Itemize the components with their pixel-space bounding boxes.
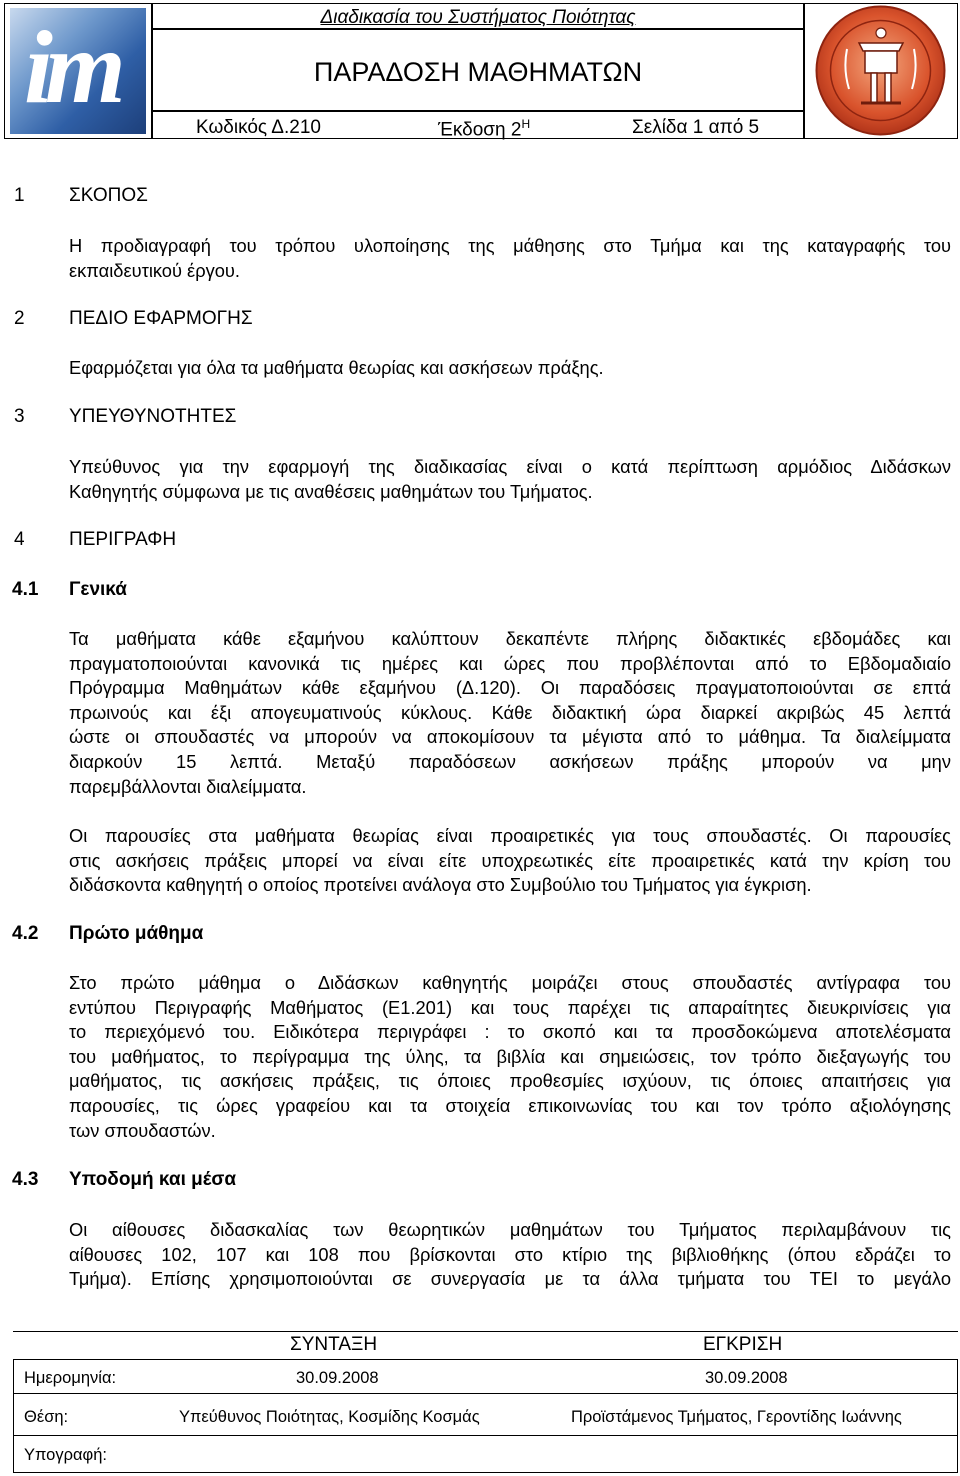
section-2-title: ΠΕΔΙΟ ΕΦΑΡΜΟΓΗΣ — [69, 308, 253, 329]
section-3-title: ΥΠΕΥΘΥΝΟΤΗΤΕΣ — [69, 406, 237, 427]
date-label: Ημερομηνία: — [24, 1369, 117, 1387]
seal-cell — [804, 3, 958, 139]
section-1-title: ΣΚΟΠΟΣ — [69, 185, 148, 206]
table-rule — [13, 1359, 14, 1472]
page-number: Σελίδα 1 από 5 — [632, 117, 760, 138]
section-4-2-number: 4.2 — [12, 923, 39, 944]
logo-cell — [4, 3, 152, 139]
text-line: Στο πρώτο μάθημα ο Διδάσκων καθηγητής μοιράζει στους σπουδαστές αντίγραφα του — [69, 972, 951, 993]
table-rule — [13, 1331, 958, 1332]
text-line: Οι αίθουσες διδασκαλίας των θεωρητικών μαθημάτων του Τμήματος περιλαμβάνουν τις — [69, 1219, 951, 1240]
approve-header: ΕΓΚΡΙΣΗ — [703, 1334, 783, 1355]
text-line: Η προδιαγραφή του τρόπου υλοποίησης της μάθησης στο Τμήμα και της καταγραφής του — [69, 235, 951, 256]
text-line: πραγματοποιούνται κανονικά τις ημέρες και ώρες που προβλέπονται από το Εβδομαδιαίο — [69, 652, 951, 674]
section-4-2-title: Πρώτο μάθημα — [69, 923, 204, 944]
philip-seal-icon — [815, 5, 946, 136]
text-line: Τα μαθήματα κάθε εξαμήνου καλύπτουν δεκαπέντε πλήρης διδακτικές εβδομάδες και — [69, 628, 951, 649]
section-4-1-paragraph-2 — [69, 824, 951, 898]
text-line: διαρκούν 15 λεπτά. Μεταξύ παραδόσεων ασκήσεων πράξης μπορούν να μην — [69, 750, 951, 772]
logo-text: im — [24, 10, 118, 125]
text-line: Οι παρουσίες στα μαθήματα θεωρίας είναι προαιρετικές για τους σπουδαστές. Οι παρουσίες — [69, 825, 951, 846]
text-line: το περιεχόμενό του. Ειδικότερα περιγράφει : το σκοπό και τα προσδοκώμενα αποτελέσματα — [69, 1021, 951, 1043]
text-line: πρωινούς και έξι απογευματινούς κύκλους. Κάθε διδακτική ώρα διαρκεί ακριβώς 45 λεπτά — [69, 701, 951, 723]
section-4-3-paragraph — [69, 1218, 951, 1292]
text-line: Υπεύθυνος για την εφαρμογή της διαδικασίας είναι ο κατά περίπτωση αρμόδιος Διδάσκων — [69, 456, 951, 477]
text-line: παρεμβάλλονται διαλείμματα. — [69, 775, 307, 797]
approval-table — [13, 1331, 958, 1473]
section-4-3-title: Υποδομή και μέσα — [69, 1169, 237, 1190]
title-cell — [152, 29, 804, 111]
text-line: διδάσκοντα καθηγητή ο οποίος προτείνει ανάλογα στο Συμβούλιο του Τμήματος για έγκριση. — [69, 874, 812, 896]
table-rule — [13, 1359, 958, 1360]
edition-text: Έκδοση 2 — [438, 119, 522, 141]
text-line: ώστε οι σπουδαστές να μπορούν να αποκομίσουν τα μέγιστα από το μάθημα. Τα διαλείμματα — [69, 726, 951, 748]
section-4-title: ΠΕΡΙΓΡΑΦΗ — [69, 529, 177, 550]
section-2-text — [69, 356, 951, 381]
section-3-text — [69, 455, 951, 504]
compose-header: ΣΥΝΤΑΞΗ — [290, 1334, 378, 1355]
text-line: στις ασκήσεις πράξεις μπορεί να είναι είτε υποχρεωτικές είτε προαιρετικές κατά την κρίση του — [69, 849, 951, 871]
text-line: Καθηγητής σύμφωνα με τις αναθέσεις μαθημάτων του Τμήματος. — [69, 480, 593, 502]
section-4-number: 4 — [14, 529, 25, 550]
position-label: Θέση: — [24, 1408, 69, 1426]
section-4-1-paragraph-1 — [69, 627, 951, 799]
info-cell — [152, 111, 804, 139]
table-rule — [13, 1435, 958, 1436]
edition-superscript: Η — [521, 117, 531, 131]
document-code: Κωδικός Δ.210 — [196, 117, 321, 138]
section-1-number: 1 — [14, 185, 25, 206]
text-line: εκπαιδευτικού έργου. — [69, 259, 240, 281]
procedure-title: Διαδικασία του Συστήματος Ποιότητας — [320, 7, 636, 28]
text-line: Τμήμα). Επίσης χρησιμοποιούνται σε συνεργασία με τα άλλα τμήματα του ΤΕΙ το μεγάλο — [69, 1268, 951, 1290]
table-rule — [13, 1393, 958, 1394]
compose-position: Υπεύθυνος Ποιότητας, Κοσμίδης Κοσμάς — [179, 1408, 480, 1426]
text-line: εντύπου Περιγραφής Μαθήματος (Ε1.201) και τους παρέχει τις απαραίτητες διευκρινίσεις για — [69, 996, 951, 1018]
section-2-number: 2 — [14, 308, 25, 329]
table-rule — [13, 1472, 958, 1473]
section-1-text — [69, 234, 951, 283]
section-4-1-number: 4.1 — [12, 579, 39, 600]
procedure-cell — [152, 3, 804, 29]
compose-date: 30.09.2008 — [296, 1369, 379, 1387]
institution-logo — [10, 8, 146, 134]
text-line: Πρόγραμμα Μαθημάτων κάθε εξαμήνου (Δ.120). Οι παραδόσεις πραγματοποιούνται σε επτά — [69, 677, 951, 699]
table-rule — [957, 1359, 958, 1472]
signature-label: Υπογραφή: — [24, 1446, 107, 1464]
section-3-number: 3 — [14, 406, 25, 427]
text-line: των σπουδαστών. — [69, 1119, 216, 1141]
section-4-1-title: Γενικά — [69, 579, 127, 600]
text-line: Εφαρμόζεται για όλα τα μαθήματα θεωρίας και ασκήσεων πράξης. — [69, 357, 604, 378]
section-4-3-number: 4.3 — [12, 1169, 39, 1190]
text-line: παρουσίες, τις ώρες γραφείου και τα στοιχεία επικοινωνίας του και τον τρόπο αξιολόγησης — [69, 1094, 951, 1116]
text-line: αίθουσες 102, 107 και 108 που βρίσκονται στο κτίριο της βιβλιοθήκης (όπου εδράζει το — [69, 1243, 951, 1265]
approve-date: 30.09.2008 — [705, 1369, 788, 1387]
text-line: του μαθήματος, το περίγραμμα της ύλης, τα βιβλία και σημειώσεις, τον τρόπο διεξαγωγής του — [69, 1045, 951, 1067]
document-header — [4, 3, 958, 139]
document-title: ΠΑΡΑΔΟΣΗ ΜΑΘΗΜΑΤΩΝ — [313, 57, 643, 87]
section-4-2-paragraph — [69, 971, 951, 1143]
approve-position: Προϊστάμενος Τμήματος, Γεροντίδης Ιωάννης — [571, 1408, 902, 1426]
document-edition — [438, 117, 530, 141]
text-line: μαθήματος, τις ασκήσεις πράξεις, τις όποιες προθεσμίες ισχύουν, τις όποιες απαιτήσεις για — [69, 1070, 951, 1092]
